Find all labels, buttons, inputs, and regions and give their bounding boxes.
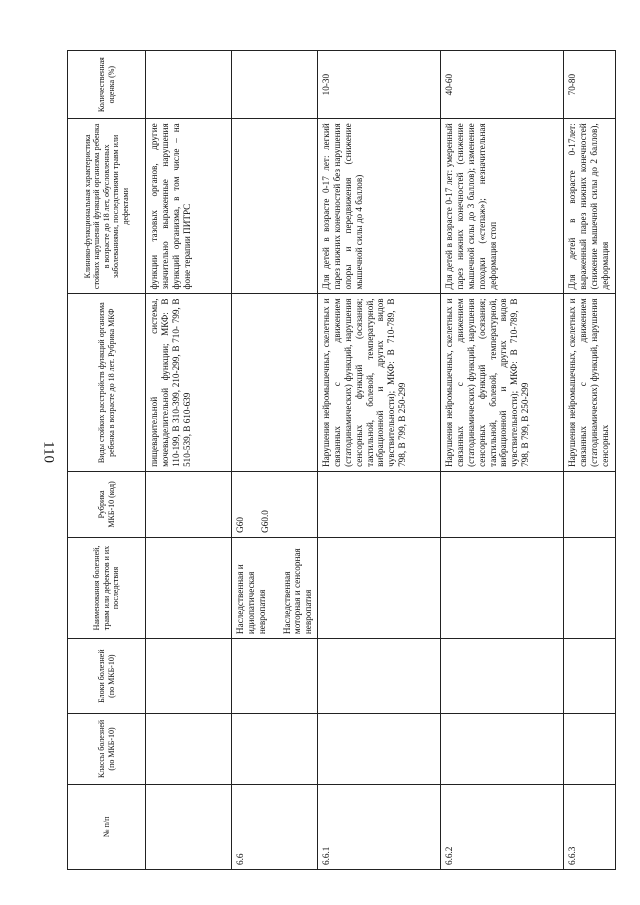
header-clinical: Клинико-функциональная характеристика стойких нарушений функций организма ребенка в возрасте до 18 лет, обусловленных заболеваниями, последствиями травм или дефектами [68,119,146,294]
rotated-table-page [67,50,617,870]
disease-name: Наследственная и идиопатическая невропатия [235,564,267,635]
cell-classes [146,714,232,785]
header-names: Наименования болезней, травм или дефектов и их последствия [68,537,146,638]
table-row [441,51,564,870]
header-num: № п/п [68,784,146,869]
cell-classes [441,714,564,785]
cell-blocks [318,639,441,714]
header-score: Количественная оценка (%) [68,51,146,119]
table-row [146,51,232,870]
cell-classes [564,714,616,785]
cell-score [146,51,232,119]
cell-num: 6.6.2 [441,784,564,869]
cell-clinical: Для детей в возрасте 0-17лет: выраженный парез нижних конечностей (снижение мышечной силы до 2 баллов), деформация [564,119,616,294]
cell-clinical: функции тазовых органов, другие значительно выраженные нарушения функций организма, в том числе – на фоне терапии ПИТРС [146,119,232,294]
cell-num: 6.6.3 [564,784,616,869]
cell-code [564,471,616,537]
disease-criteria-table [67,50,616,870]
cell-names [232,537,318,638]
cell-classes [232,714,318,785]
cell-code [441,471,564,537]
cell-functions: Нарушения нейромышечных, скелетных и связанных с движением (статодинамических) функций, нарушения сенсорных [564,294,616,471]
header-code: Рубрика МКБ-10 (код) [68,471,146,537]
cell-functions: пищеварительной системы, мочевыделительной функции; МКФ: В 110-199, В 310-399, 210-299, В 710- 799, В 510-539, В 610-639 [146,294,232,471]
cell-num: 6.6 [232,784,318,869]
cell-score [232,51,318,119]
table-header-row [68,51,146,870]
cell-functions: Нарушения нейромышечных, скелетных и связанных с движением (статодинамических) функций, нарушения сенсорных функций (осязания; тактильной, болевой, температурной, вибрационной и других видов чувствительности); МКФ: В 710-789, В 798, В 799, В 250-299 [318,294,441,471]
cell-names [564,537,616,638]
cell-code [146,471,232,537]
cell-score: 40-60 [441,51,564,119]
cell-clinical: Для детей в возрасте 0-17 лет: умеренный парез нижних конечностей (снижение мышечной силы до 3 баллов); изменение походки («степаж»); незначительная деформация стоп [441,119,564,294]
cell-score: 70-80 [564,51,616,119]
cell-names [441,537,564,638]
cell-code [318,471,441,537]
cell-names [146,537,232,638]
icd-code: G60 [235,517,245,533]
table-row [318,51,441,870]
table-row [232,51,318,870]
cell-names [318,537,441,638]
header-blocks: Блоки болезней (по МКБ-10) [68,639,146,714]
header-functions: Виды стойких расстройств функций организма ребенка в возрасте до 18 лет. Рубрика МКФ [68,294,146,471]
cell-classes [318,714,441,785]
cell-blocks [564,639,616,714]
cell-functions [232,294,318,471]
cell-blocks [146,639,232,714]
cell-blocks [232,639,318,714]
cell-clinical [232,119,318,294]
cell-score: 10-30 [318,51,441,119]
disease-name: Наследственная моторная и сенсорная невропатия [281,548,314,635]
header-classes: Классы болезней (по МКБ-10) [68,714,146,785]
icd-code: G60.0 [259,510,270,533]
page-number: 110 [40,441,57,463]
cell-blocks [441,639,564,714]
cell-code [232,471,318,537]
cell-clinical: Для детей в возрасте 0-17 лет: легкий парез нижних конечностей без нарушения опоры и передвижения (снижение мышечной силы до 4 баллов) [318,119,441,294]
cell-num [146,784,232,869]
cell-num: 6.6.1 [318,784,441,869]
cell-functions: Нарушения нейромышечных, скелетных и связанных с движением (статодинамических) функций, нарушения сенсорных функций (осязания; тактильной, болевой, температурной, вибрационной и других видов чувствительности); МКФ: В 710-789, В 798, В 799, В 250-299 [441,294,564,471]
table-row [564,51,616,870]
